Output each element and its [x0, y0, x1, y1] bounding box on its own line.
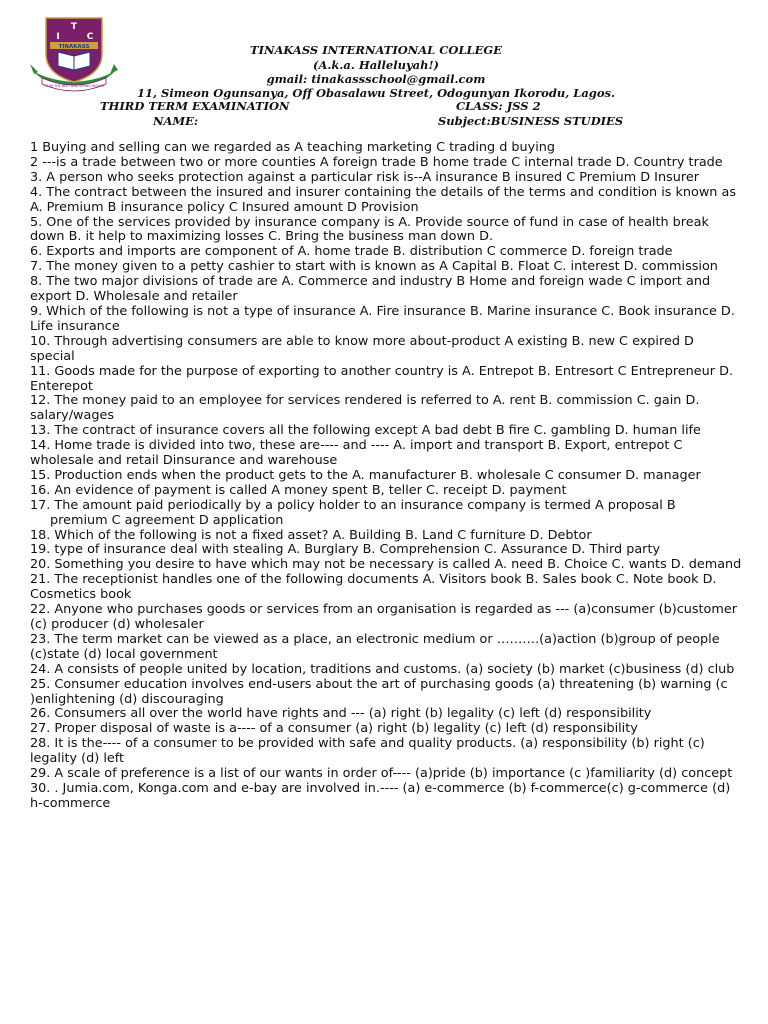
- school-aka: (A.k.a. Halleluyah!): [313, 58, 439, 72]
- question-1: 1 Buying and selling can we regarded as A teaching marketing C trading d buying: [30, 140, 555, 155]
- question-21: 21. The receptionist handles one of the following documents A. Visitors book B. Sales book C. Note book D. Cosmetics book: [30, 572, 717, 603]
- question-10: 10. Through advertising consumers are able to know more about-product A existing B. new C expired D special: [30, 333, 694, 364]
- question-23: 23. The term market can be viewed as a place, an electronic medium or ……….(a)action (b)group of people (c)state (d) local government: [30, 631, 720, 662]
- question-16: 16. An evidence of payment is called A money spent B, teller C. receipt D. payment: [30, 482, 567, 498]
- question-25: 25. Consumer education involves end-users about the art of purchasing goods (a) threatening (b) warning (c )enlightening (d) discouraging: [30, 676, 728, 707]
- question-9: 9. Which of the following is not a type of insurance A. Fire insurance B. Marine insurance C. Book insurance D. Life insurance: [30, 303, 735, 334]
- question-11: 11. Goods made for the purpose of exporting to another country is A. Entrepot B. Entresort C Entrepreneur D. Enterepot: [30, 363, 734, 394]
- question-29: 29. A scale of preference is a list of our wants in order of---- (a)pride (b) importance (c )familiarity (d) concept: [30, 766, 733, 782]
- question-30: 30. . Jumia.com, Konga.com and e-bay are involved in.---- (a) e-commerce (b) f-commerce(c) g-commerce (d) h-commerce: [30, 780, 731, 811]
- question-26: 26. Consumers all over the world have rights and --- (a) right (b) legality (c) left (d) responsibility: [30, 706, 652, 722]
- question-27: 27. Proper disposal of waste is a---- of a consumer (a) right (b) legality (c) left (d) responsibility: [30, 721, 638, 737]
- class-label: CLASS: JSS 2: [456, 99, 541, 113]
- question-17-continuation: premium C agreement D application: [50, 512, 284, 528]
- question-18: 18. Which of the following is not a fixed asset? A. Building B. Land C furniture D. Debtor: [30, 527, 592, 543]
- question-list: [30, 141, 742, 812]
- question-3: 3. A person who seeks protection against a particular risk is--A insurance B insured C Premium D Insurer: [30, 169, 699, 185]
- question-5: 5. One of the services provided by insurance company is A. Provide source of fund in case of health break down B. it help to maximizing losses C. Bring the business man down D.: [30, 214, 709, 245]
- question-6: 6. Exports and imports are component of A. home trade B. distribution C commerce D. foreign trade: [30, 244, 673, 260]
- subject-label: Subject:BUSINESS STUDIES: [438, 114, 624, 128]
- logo-letter-i: I: [56, 32, 60, 42]
- exam-title: THIRD TERM EXAMINATION: [100, 99, 290, 113]
- question-15: 15. Production ends when the product gets to the A. manufacturer B. wholesale C consumer D. manager: [30, 467, 701, 483]
- question-20: 20. Something you desire to have which may not be necessary is called A. need B. Choice C. wants D. demand: [30, 557, 742, 573]
- question-17: 17. The amount paid periodically by a policy holder to an insurance company is termed A proposal B: [30, 497, 676, 513]
- name-label: NAME:: [153, 114, 199, 128]
- logo-letter-t: T: [70, 22, 78, 32]
- question-28: 28. It is the---- of a consumer to be provided with safe and quality products. (a) responsibility (b) right (c) legality (d) left: [30, 736, 705, 767]
- logo-motto: TO BE THE BEST AND AIMING HIGHER: [43, 84, 105, 88]
- question-8: 8. The two major divisions of trade are A. Commerce and industry B Home and foreign wade C import and export D. Wholesale and retailer: [30, 274, 711, 305]
- school-email: gmail: tinakassschool@gmail.com: [266, 72, 486, 86]
- logo-banner-text: TINAKASS: [58, 44, 90, 50]
- question-4: 4. The contract between the insured and insurer containing the details of the terms and condition is known as A. Premium B insurance policy C Insured amount D Provision: [30, 184, 736, 215]
- question-24: 24. A consists of people united by location, traditions and customs. (a) society (b) market (c)business (d) club: [30, 661, 735, 677]
- logo-letter-c: C: [86, 32, 94, 42]
- question-12: 12. The money paid to an employee for services rendered is referred to A. rent B. commission C. gain D. salary/wages: [30, 393, 700, 424]
- question-7: 7. The money given to a petty cashier to start with is known as A Capital B. Float C. interest D. commission: [30, 259, 718, 275]
- question-2: 2 ---is a trade between two or more counties A foreign trade B home trade C internal trade D. Country trade: [30, 154, 723, 170]
- question-19: 19. type of insurance deal with stealing A. Burglary B. Comprehension C. Assurance D. Third party: [30, 542, 661, 558]
- question-13: 13. The contract of insurance covers all the following except A bad debt B fire C. gambling D. human life: [30, 423, 701, 439]
- question-14: 14. Home trade is divided into two, these are---- and ---- A. import and transport B. Export, entrepot C wholesale and retail Dinsurance and warehouse: [30, 438, 683, 469]
- school-address: 11, Simeon Ogunsanya, Off Obasalawu Street, Odogunyan Ikorodu, Lagos.: [137, 86, 615, 100]
- school-logo: [28, 12, 120, 94]
- question-22: 22. Anyone who purchases goods or services from an organisation is regarded as --- (a)consumer (b)customer (c) producer (d) wholesaler: [30, 602, 737, 632]
- school-name: TINAKASS INTERNATIONAL COLLEGE: [250, 43, 502, 57]
